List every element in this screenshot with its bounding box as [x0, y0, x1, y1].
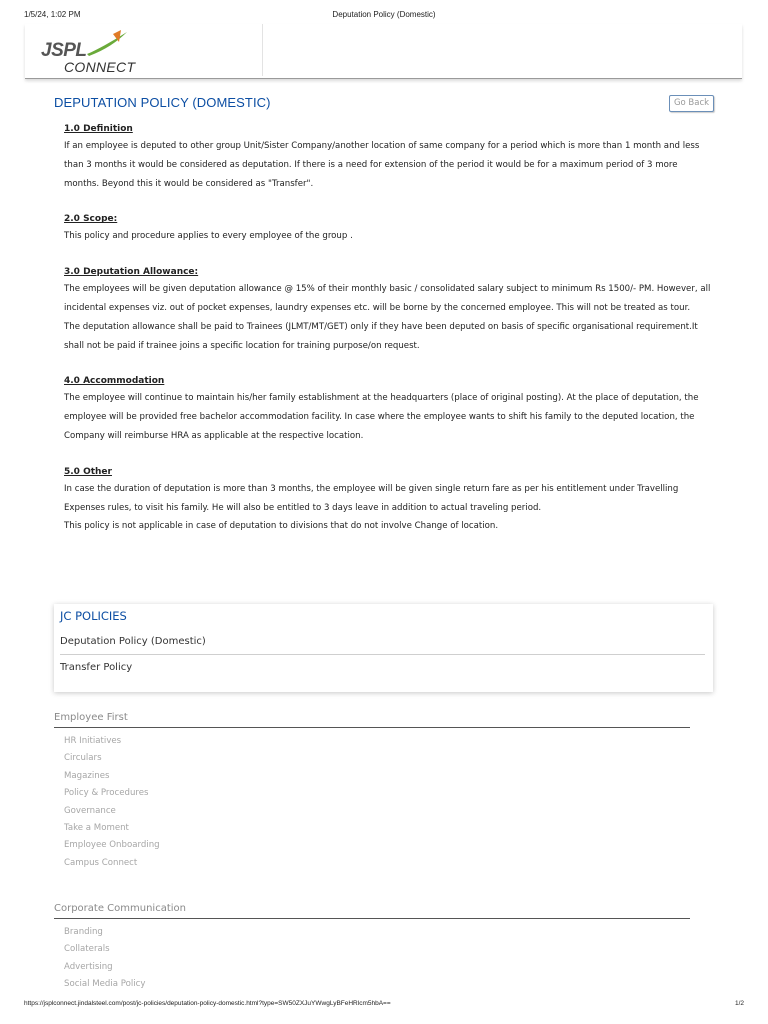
footer-link[interactable]: Social Media Policy	[64, 979, 146, 990]
logo-product-text: CONNECT	[64, 59, 136, 75]
logo-brand-text: JSPL	[41, 40, 87, 61]
site-header	[25, 24, 742, 79]
section-paragraph: If an employee is deputed to other group Unit/Sister Company/another location of same company for a period which is more than 1 month and less than 3 months it would be considered as deputation. If there is a need for extension of the period it would be for a maximum period of 3 more months. Beyond this it would be considered as "Transfer".	[64, 141, 700, 189]
footer-group-title: Employee First	[54, 712, 690, 728]
print-footer	[24, 1000, 744, 1010]
section-heading: 3.0 Deputation Allowance:	[64, 267, 199, 278]
section-paragraph: The employees will be given deputation allowance @ 15% of their monthly basic / consolidated salary subject to minimum Rs 1500/- PM. However, all incidental expenses viz. out of pocket expenses, laundry expenses etc. will be borne by the concerned employee. This will not be treated as tour.	[64, 284, 711, 313]
policy-link-deputation-domestic[interactable]: Deputation Policy (Domestic)	[60, 636, 705, 655]
footer-link[interactable]: Employee Onboarding	[64, 840, 160, 851]
print-datetime: 1/5/24, 1:02 PM	[24, 10, 81, 19]
footer-link[interactable]: Circulars	[64, 753, 102, 764]
section-paragraph: This policy is not applicable in case of deputation to divisions that do not involve Change of location.	[64, 521, 499, 532]
footer-link[interactable]: Collaterals	[64, 944, 110, 955]
logo-swoosh-icon	[83, 28, 143, 58]
footer-group-corporate-communication	[54, 903, 690, 994]
section-other	[64, 464, 712, 536]
section-heading: 5.0 Other	[64, 466, 112, 477]
footer-link[interactable]: Magazines	[64, 770, 110, 781]
jspl-connect-logo[interactable]	[39, 28, 139, 74]
print-page-number: 1/2	[734, 1000, 744, 1007]
footer-link[interactable]: Branding	[64, 927, 103, 937]
footer-link[interactable]: Governance	[64, 805, 116, 816]
footer-link-list	[54, 924, 690, 994]
section-heading: 4.0 Accommodation	[64, 376, 165, 387]
policy-content	[64, 121, 712, 554]
section-accommodation	[64, 373, 712, 445]
footer-group-employee-first	[54, 712, 690, 872]
section-paragraph: The employee will continue to maintain his/her family establishment at the headquarters (place of original posting). At the place of deputation, the employee will be provided free bachelor accommodation facility. In case where the employee wants to shift his family to the deputed location, the Company will reimburse HRA as applicable at the respective location.	[64, 393, 699, 441]
section-deputation-allowance	[64, 264, 712, 355]
footer-link[interactable]: Policy & Procedures	[64, 788, 149, 799]
policy-link-transfer[interactable]: Transfer Policy	[60, 662, 133, 673]
jc-policies-card	[54, 604, 713, 692]
print-url: https://jsplconnect.jindalsteel.com/post/jc-policies/deputation-policy-domestic.html?type=SW50ZXJuYWwgLyBFeHRlcm5hbA==	[24, 1000, 391, 1007]
print-header	[24, 10, 744, 22]
footer-link-list	[54, 733, 690, 872]
section-paragraph: The deputation allowance shall be paid to Trainees (JLMT/MT/GET) only if they have been deputed on basis of specific organisational requirement.It shall not be paid if trainee joins a specific location for training purpose/on request.	[64, 321, 698, 351]
footer-link[interactable]: Campus Connect	[64, 857, 138, 868]
section-paragraph: In case the duration of deputation is more than 3 months, the employee will be given single return fare as per his entitlement under Travelling Expenses rules, to visit his family. He will also be entitled to 3 days leave in addition to actual traveling period.	[64, 483, 679, 513]
print-document-title: Deputation Policy (Domestic)	[332, 10, 436, 19]
footer-link[interactable]: Advertising	[64, 961, 113, 972]
footer-link[interactable]: HR Initiatives	[64, 736, 122, 746]
jc-policies-title: JC POLICIES	[60, 609, 127, 623]
footer-link[interactable]: Take a Moment	[64, 822, 129, 833]
go-back-button[interactable]: Go Back	[669, 95, 714, 112]
section-paragraph: This policy and procedure applies to every employee of the group .	[64, 231, 353, 242]
footer-group-title: Corporate Communication	[54, 903, 690, 919]
section-definition	[64, 121, 712, 193]
page-title: DEPUTATION POLICY (DOMESTIC)	[54, 95, 271, 110]
section-heading: 1.0 Definition	[64, 124, 133, 134]
section-scope	[64, 211, 712, 246]
section-heading: 2.0 Scope:	[64, 214, 118, 225]
header-divider	[262, 24, 263, 76]
